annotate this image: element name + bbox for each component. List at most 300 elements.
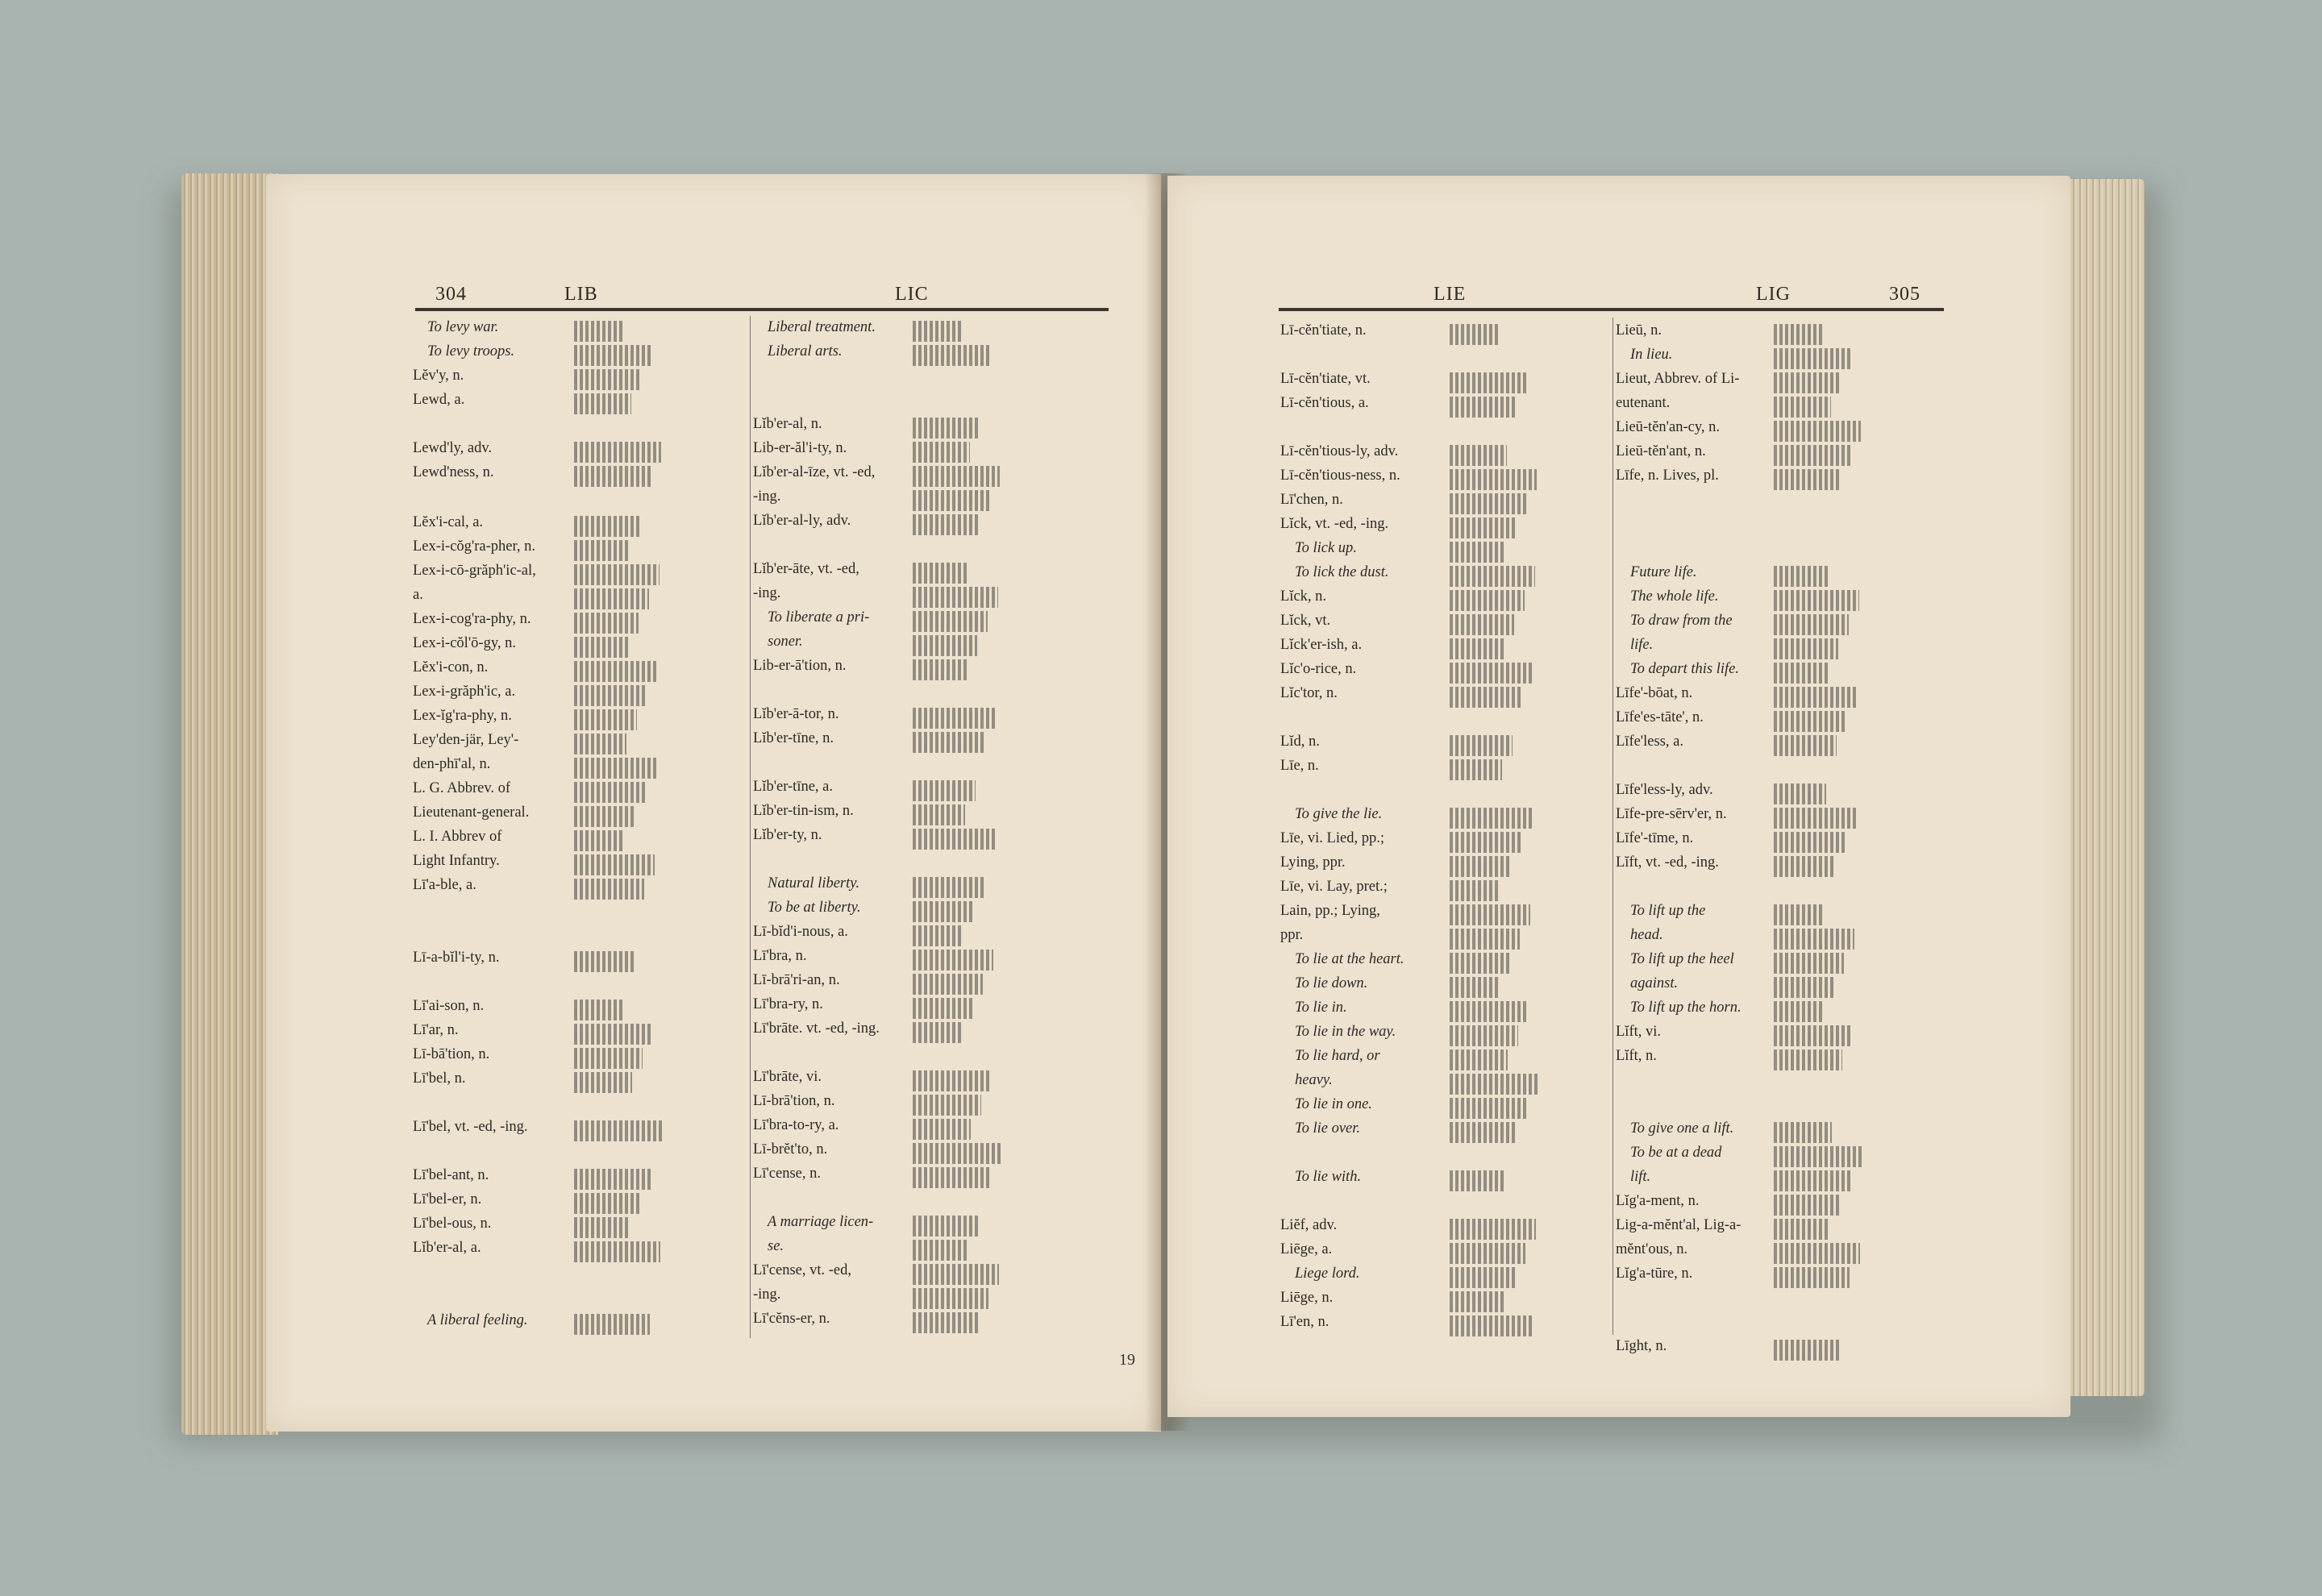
dictionary-entry — [1616, 1266, 1692, 1282]
dictionary-entry — [753, 1141, 827, 1158]
japanese-definition-glyphs — [1450, 1243, 1525, 1264]
guide-word-right-2: LIG — [1756, 284, 1791, 305]
dictionary-entry — [1616, 830, 1693, 847]
headword: Lewd'ness, n. — [413, 464, 494, 480]
japanese-definition-glyphs — [1774, 711, 1847, 732]
headword: Lī'bra, n. — [753, 948, 807, 964]
page-number-right: 305 — [1889, 284, 1920, 305]
headword: Līfe'less, a. — [1616, 734, 1683, 750]
japanese-definition-glyphs — [1450, 1001, 1529, 1022]
japanese-definition-glyphs — [1450, 1074, 1538, 1095]
headword: -ing. — [753, 488, 781, 505]
headword: Lĭck, n. — [1280, 588, 1327, 605]
headword: L. I. Abbrev of — [413, 829, 502, 845]
header-rule-right — [1279, 308, 1944, 311]
headword: eutenant. — [1616, 395, 1671, 411]
headword: Līfe, n. Lives, pl. — [1616, 468, 1719, 484]
headword: Lĭft, vi. — [1616, 1024, 1662, 1040]
dictionary-entry — [413, 514, 483, 531]
headword: Lĕx'i-con, n. — [413, 659, 489, 675]
japanese-definition-glyphs — [1450, 1315, 1534, 1336]
dictionary-entry — [1616, 782, 1713, 799]
headword: Lĭb'er-tīne, n. — [753, 730, 834, 746]
headword: To lift up the heel — [1630, 951, 1734, 967]
dictionary-entry — [1616, 322, 1662, 339]
dictionary-entry — [1280, 879, 1388, 896]
dictionary-entry — [1616, 1024, 1661, 1041]
dictionary-entry — [753, 1214, 873, 1231]
dictionary-entry — [413, 1216, 491, 1232]
headword: Lex-i-cŏg'ra-pher, n. — [413, 538, 536, 555]
headword: Lī'ai-son, n. — [413, 998, 485, 1014]
headword: Lĭb'er-al, n. — [753, 416, 822, 432]
japanese-definition-glyphs — [574, 685, 647, 706]
dictionary-entry — [413, 1191, 481, 1208]
dictionary-entry — [1280, 443, 1398, 460]
left-column-2 — [753, 319, 1092, 1335]
japanese-definition-glyphs — [574, 1193, 641, 1214]
dictionary-entry — [1616, 419, 1720, 436]
headword: Lĭc'tor, n. — [1280, 685, 1338, 701]
japanese-definition-glyphs — [574, 1000, 623, 1020]
dictionary-entry — [1280, 1169, 1361, 1186]
headword: Lī'bra-ry, n. — [753, 996, 823, 1012]
dictionary-entry — [753, 875, 859, 892]
headword: Lĭb'er-al-īze, vt. -ed, — [753, 464, 876, 480]
guide-word-left-2: LIC — [895, 284, 929, 305]
headword: Lĭck, vt. — [1280, 613, 1331, 629]
dictionary-entry — [1280, 540, 1357, 557]
headword: Lewd'ly, adv. — [413, 440, 493, 456]
dictionary-entry — [413, 392, 464, 409]
japanese-definition-glyphs — [1450, 832, 1521, 853]
headword: Lī'bel, vt. -ed, -ing. — [413, 1119, 528, 1135]
japanese-definition-glyphs — [913, 418, 980, 438]
right-column-1 — [1280, 322, 1603, 1338]
headword: Līe, n. — [1280, 758, 1319, 774]
headword: den-phī'al, n. — [413, 756, 491, 772]
japanese-definition-glyphs — [1450, 542, 1505, 563]
japanese-definition-glyphs — [1774, 663, 1828, 684]
headword: Lĭb'er-ty, n. — [753, 827, 822, 843]
dictionary-entry — [1616, 1241, 1687, 1258]
headword: head. — [1630, 927, 1663, 943]
headword: Lī'bel, n. — [413, 1070, 466, 1087]
headword: soner. — [768, 634, 803, 650]
japanese-definition-glyphs — [574, 613, 639, 634]
dictionary-entry — [413, 804, 529, 821]
dictionary-entry — [753, 948, 807, 965]
japanese-definition-glyphs — [913, 974, 983, 995]
dictionary-entry — [1616, 685, 1692, 702]
headword: Lĭg'a-tūre, n. — [1616, 1266, 1693, 1282]
dictionary-entry — [1280, 927, 1303, 944]
japanese-definition-glyphs — [913, 780, 976, 801]
japanese-definition-glyphs — [1774, 590, 1859, 611]
dictionary-entry — [413, 464, 493, 481]
japanese-definition-glyphs — [1450, 372, 1528, 393]
japanese-definition-glyphs — [913, 1070, 992, 1091]
japanese-definition-glyphs — [574, 1217, 630, 1238]
dictionary-entry — [753, 634, 803, 650]
guide-word-right-1: LIE — [1434, 284, 1467, 305]
headword: To lick up. — [1295, 540, 1357, 556]
japanese-definition-glyphs — [574, 321, 622, 342]
japanese-definition-glyphs — [913, 1240, 969, 1261]
japanese-definition-glyphs — [913, 563, 968, 584]
dictionary-entry — [753, 1238, 784, 1255]
headword: Lĭft, n. — [1616, 1048, 1657, 1064]
headword: Līfe'es-tāte', n. — [1616, 709, 1704, 725]
headword: lift. — [1630, 1169, 1651, 1185]
japanese-definition-glyphs — [1774, 856, 1835, 877]
japanese-definition-glyphs — [913, 829, 995, 850]
japanese-definition-glyphs — [1774, 1195, 1841, 1216]
headword: Lī-brā'ri-an, n. — [753, 972, 840, 988]
headword: Lī'cĕns-er, n. — [753, 1311, 830, 1327]
dictionary-entry — [753, 464, 875, 481]
dictionary-entry — [753, 827, 822, 844]
japanese-definition-glyphs — [1450, 397, 1517, 418]
headword: Lī'cense, n. — [753, 1166, 821, 1182]
japanese-definition-glyphs — [1450, 663, 1533, 684]
japanese-definition-glyphs — [1450, 469, 1537, 490]
dictionary-entry — [413, 538, 535, 555]
japanese-definition-glyphs — [913, 1095, 981, 1116]
dictionary-entry — [1616, 1145, 1721, 1162]
dictionary-entry — [1616, 1169, 1650, 1186]
dictionary-entry — [753, 440, 847, 457]
japanese-definition-glyphs — [1774, 1243, 1860, 1264]
japanese-definition-glyphs — [1450, 929, 1520, 950]
headword: Liēge, n. — [1280, 1290, 1334, 1306]
headword: Lying, ppr. — [1280, 854, 1346, 871]
japanese-definition-glyphs — [574, 540, 630, 561]
japanese-definition-glyphs — [913, 611, 988, 632]
dictionary-entry — [753, 779, 833, 796]
headword: Lex-ĭg'ra-phy, n. — [413, 708, 512, 724]
japanese-definition-glyphs — [913, 950, 993, 970]
japanese-definition-glyphs — [913, 514, 979, 535]
headword: -ing. — [753, 585, 781, 601]
japanese-definition-glyphs — [913, 1216, 980, 1236]
japanese-definition-glyphs — [1774, 783, 1826, 804]
dictionary-entry — [753, 1069, 822, 1086]
headword: Lex-i-cō-grăph'ic-al, — [413, 563, 536, 579]
dictionary-entry — [753, 972, 840, 989]
japanese-definition-glyphs — [913, 490, 989, 511]
dictionary-entry — [1616, 854, 1719, 871]
japanese-definition-glyphs — [913, 466, 1000, 487]
dictionary-entry — [1280, 734, 1320, 750]
dictionary-entry — [1280, 951, 1404, 968]
japanese-definition-glyphs — [1774, 469, 1840, 490]
dictionary-entry — [753, 1286, 780, 1303]
headword: heavy. — [1295, 1072, 1333, 1088]
headword: life. — [1630, 637, 1654, 653]
headword: Lī'cense, vt. -ed, — [753, 1262, 851, 1278]
dictionary-entry — [1616, 468, 1719, 484]
dictionary-entry — [1280, 613, 1330, 630]
japanese-definition-glyphs — [1450, 1267, 1515, 1288]
dictionary-entry — [1616, 443, 1706, 460]
dictionary-entry — [753, 706, 839, 723]
dictionary-entry — [753, 803, 854, 820]
headword: Lī'brāte, vi. — [753, 1069, 822, 1085]
japanese-definition-glyphs — [1774, 372, 1841, 393]
headword: To lie over. — [1295, 1120, 1361, 1137]
japanese-definition-glyphs — [1774, 687, 1858, 708]
dictionary-entry — [1280, 492, 1343, 509]
headword: To draw from the — [1630, 613, 1733, 629]
japanese-definition-glyphs — [574, 564, 660, 585]
japanese-definition-glyphs — [913, 804, 965, 825]
dictionary-entry — [1616, 709, 1704, 726]
japanese-definition-glyphs — [913, 998, 972, 1019]
japanese-definition-glyphs — [574, 951, 634, 972]
japanese-definition-glyphs — [1450, 517, 1516, 538]
headword: Lī-brĕt'to, n. — [753, 1141, 828, 1158]
headword: To be at liberty. — [768, 900, 861, 916]
headword: Lī-cĕn'tious-ly, adv. — [1280, 443, 1399, 459]
japanese-definition-glyphs — [1450, 808, 1532, 829]
headword: To lie in one. — [1295, 1096, 1372, 1112]
headword: Lĕv'y, n. — [413, 368, 464, 384]
japanese-definition-glyphs — [1774, 1001, 1823, 1022]
headword: To lie in the way. — [1295, 1024, 1396, 1040]
japanese-definition-glyphs — [913, 587, 998, 608]
headword: Lĭd, n. — [1280, 734, 1320, 750]
headword: Lex-i-cŏl'ō-gy, n. — [413, 635, 516, 651]
right-page — [1167, 176, 2070, 1417]
dictionary-entry — [1280, 806, 1382, 823]
headword: Līe, vi. Lay, pret.; — [1280, 879, 1388, 895]
japanese-definition-glyphs — [574, 1314, 650, 1335]
dictionary-entry — [413, 368, 464, 384]
dictionary-entry — [413, 950, 499, 966]
dictionary-entry — [1616, 661, 1739, 678]
japanese-definition-glyphs — [1774, 421, 1861, 442]
japanese-definition-glyphs — [1774, 929, 1854, 950]
japanese-definition-glyphs — [1450, 1219, 1536, 1240]
dictionary-entry — [1616, 1120, 1733, 1137]
dictionary-entry — [1616, 564, 1697, 581]
headword: Lī-a-bĭl'i-ty, n. — [413, 950, 500, 966]
headword: Lī-cĕn'tious, a. — [1280, 395, 1369, 411]
dictionary-entry — [1616, 1217, 1741, 1234]
headword: To be at a dead — [1630, 1145, 1722, 1161]
japanese-definition-glyphs — [574, 369, 642, 390]
japanese-definition-glyphs — [913, 321, 961, 342]
dictionary-entry — [1616, 395, 1670, 412]
dictionary-entry — [413, 587, 423, 604]
dictionary-entry — [413, 635, 516, 652]
dictionary-entry — [413, 732, 518, 749]
japanese-definition-glyphs — [1450, 566, 1535, 587]
japanese-definition-glyphs — [1774, 397, 1831, 418]
dictionary-entry — [1616, 903, 1705, 920]
dictionary-entry — [1280, 588, 1326, 605]
headword: Lī'en, n. — [1280, 1314, 1330, 1330]
japanese-definition-glyphs — [1774, 953, 1844, 974]
japanese-definition-glyphs — [1774, 348, 1852, 369]
dictionary-entry — [1280, 1048, 1380, 1065]
headword: Lieut, Abbrev. of Li- — [1616, 371, 1740, 387]
japanese-definition-glyphs — [1774, 808, 1856, 829]
headword: Lib-er-ăl'i-ty, n. — [753, 440, 847, 456]
headword: A liberal feeling. — [427, 1312, 528, 1328]
dictionary-entry — [1280, 468, 1400, 484]
dictionary-entry — [413, 780, 510, 797]
dictionary-entry — [413, 659, 488, 676]
japanese-definition-glyphs — [1774, 1340, 1839, 1361]
headword: Lī'chen, n. — [1280, 492, 1343, 508]
headword: Lex-i-cog'ra-phy, n. — [413, 611, 531, 627]
japanese-definition-glyphs — [1450, 953, 1509, 974]
headword: Future life. — [1630, 564, 1697, 580]
headword: Lex-i-grăph'ic, a. — [413, 684, 516, 700]
japanese-definition-glyphs — [574, 806, 635, 827]
headword: Līfe'-bōat, n. — [1616, 685, 1693, 701]
japanese-definition-glyphs — [1774, 977, 1833, 998]
japanese-definition-glyphs — [1774, 638, 1838, 659]
headword: Liberal treatment. — [768, 319, 876, 335]
right-page-edges — [2064, 179, 2145, 1396]
japanese-definition-glyphs — [574, 879, 644, 900]
headword: Lĭft, vt. -ed, -ing. — [1616, 854, 1719, 871]
headword: Līfe-pre-sērv'er, n. — [1616, 806, 1727, 822]
japanese-definition-glyphs — [1774, 832, 1846, 853]
headword: To lie in. — [1295, 1000, 1347, 1016]
headword: To give the lie. — [1295, 806, 1383, 822]
japanese-definition-glyphs — [1774, 1049, 1842, 1070]
column-divider-left — [750, 316, 751, 1338]
japanese-definition-glyphs — [574, 393, 631, 414]
dictionary-entry — [1280, 1217, 1337, 1234]
headword: To lie hard, or — [1295, 1048, 1380, 1064]
japanese-definition-glyphs — [1774, 1146, 1862, 1167]
dictionary-entry — [1616, 1048, 1657, 1065]
dictionary-entry — [1280, 1096, 1372, 1113]
dictionary-entry — [413, 1240, 481, 1257]
japanese-definition-glyphs — [574, 588, 649, 609]
headword: Lĭck, vt. -ed, -ing. — [1280, 516, 1389, 532]
japanese-definition-glyphs — [1450, 590, 1525, 611]
japanese-definition-glyphs — [1774, 1122, 1832, 1143]
japanese-definition-glyphs — [574, 709, 637, 730]
dictionary-entry — [413, 829, 501, 846]
headword: Līe, vi. Lied, pp.; — [1280, 830, 1384, 846]
dictionary-entry — [753, 730, 834, 747]
dictionary-entry — [1616, 951, 1734, 968]
dictionary-entry — [1280, 1290, 1333, 1307]
dictionary-entry — [1616, 734, 1683, 750]
headword: Lī'bra-to-ry, a. — [753, 1117, 839, 1133]
japanese-definition-glyphs — [913, 1312, 978, 1333]
headword: Lī-cĕn'tious-ness, n. — [1280, 468, 1400, 484]
japanese-definition-glyphs — [1774, 1219, 1830, 1240]
japanese-definition-glyphs — [913, 659, 967, 680]
dictionary-entry — [1280, 1314, 1329, 1331]
dictionary-entry — [1280, 637, 1362, 654]
japanese-definition-glyphs — [1450, 1122, 1517, 1143]
japanese-definition-glyphs — [1774, 614, 1849, 635]
dictionary-entry — [753, 1117, 838, 1134]
japanese-definition-glyphs — [1450, 735, 1513, 756]
japanese-definition-glyphs — [1450, 1170, 1506, 1191]
japanese-definition-glyphs — [1774, 735, 1837, 756]
dictionary-entry — [1280, 371, 1371, 388]
headword: a. — [413, 587, 423, 603]
dictionary-entry — [1616, 347, 1672, 364]
dictionary-entry — [1280, 661, 1356, 678]
left-page-edges — [181, 173, 278, 1435]
headword: Ley'den-jär, Ley'- — [413, 732, 519, 748]
headword: Lī-brā'tion, n. — [753, 1093, 835, 1109]
dictionary-entry — [753, 513, 851, 530]
dictionary-entry — [753, 996, 823, 1013]
dictionary-entry — [1280, 975, 1367, 992]
dictionary-entry — [1280, 854, 1346, 871]
headword: Lĭb'er-tīne, a. — [753, 779, 834, 795]
headword: Light Infantry. — [413, 853, 500, 869]
dictionary-entry — [1616, 1338, 1667, 1355]
japanese-definition-glyphs — [1774, 904, 1825, 925]
japanese-definition-glyphs — [913, 1143, 1001, 1164]
headword: Lĭb'er-al, a. — [413, 1240, 481, 1256]
dictionary-entry — [753, 416, 822, 433]
headword: Lĭb'er-ā-tor, n. — [753, 706, 839, 722]
dictionary-entry — [413, 756, 490, 773]
signature-mark: 19 — [1119, 1351, 1135, 1369]
dictionary-entry — [413, 611, 531, 628]
dictionary-entry — [1616, 806, 1727, 823]
dictionary-entry — [1280, 758, 1319, 775]
japanese-definition-glyphs — [913, 1264, 999, 1285]
japanese-definition-glyphs — [1450, 1049, 1508, 1070]
headword: Lī-bĭd'i-nous, a. — [753, 924, 848, 940]
dictionary-entry — [753, 1093, 834, 1110]
japanese-definition-glyphs — [574, 854, 655, 875]
headword: To lie down. — [1295, 975, 1368, 991]
dictionary-entry — [413, 708, 512, 725]
japanese-definition-glyphs — [1450, 614, 1514, 635]
headword: To levy troops. — [427, 343, 515, 360]
japanese-definition-glyphs — [574, 345, 652, 366]
dictionary-entry — [413, 1046, 489, 1063]
headword: Lĭb'er-āte, vt. -ed, — [753, 561, 859, 577]
headword: To lift up the horn. — [1630, 1000, 1742, 1016]
japanese-definition-glyphs — [913, 708, 997, 729]
headword: To depart this life. — [1630, 661, 1740, 677]
headword: Lieū-tĕn'an-cy, n. — [1616, 419, 1721, 435]
dictionary-entry — [413, 853, 500, 870]
headword: To lick the dust. — [1295, 564, 1389, 580]
headword: Lī'bel-er, n. — [413, 1191, 482, 1207]
headword: against. — [1630, 975, 1679, 991]
dictionary-entry — [413, 1070, 466, 1087]
headword: Lī'brāte. vt. -ed, -ing. — [753, 1020, 880, 1037]
japanese-definition-glyphs — [913, 1022, 962, 1043]
headword: Lieū-tĕn'ant, n. — [1616, 443, 1706, 459]
headword: Lī-bā'tion, n. — [413, 1046, 490, 1062]
dictionary-entry — [1280, 1072, 1333, 1089]
japanese-definition-glyphs — [574, 1024, 653, 1045]
japanese-definition-glyphs — [913, 345, 991, 366]
dictionary-entry — [413, 998, 484, 1015]
headword: Lī-cĕn'tiate, vt. — [1280, 371, 1371, 387]
headword: Lī'ar, n. — [413, 1022, 459, 1038]
